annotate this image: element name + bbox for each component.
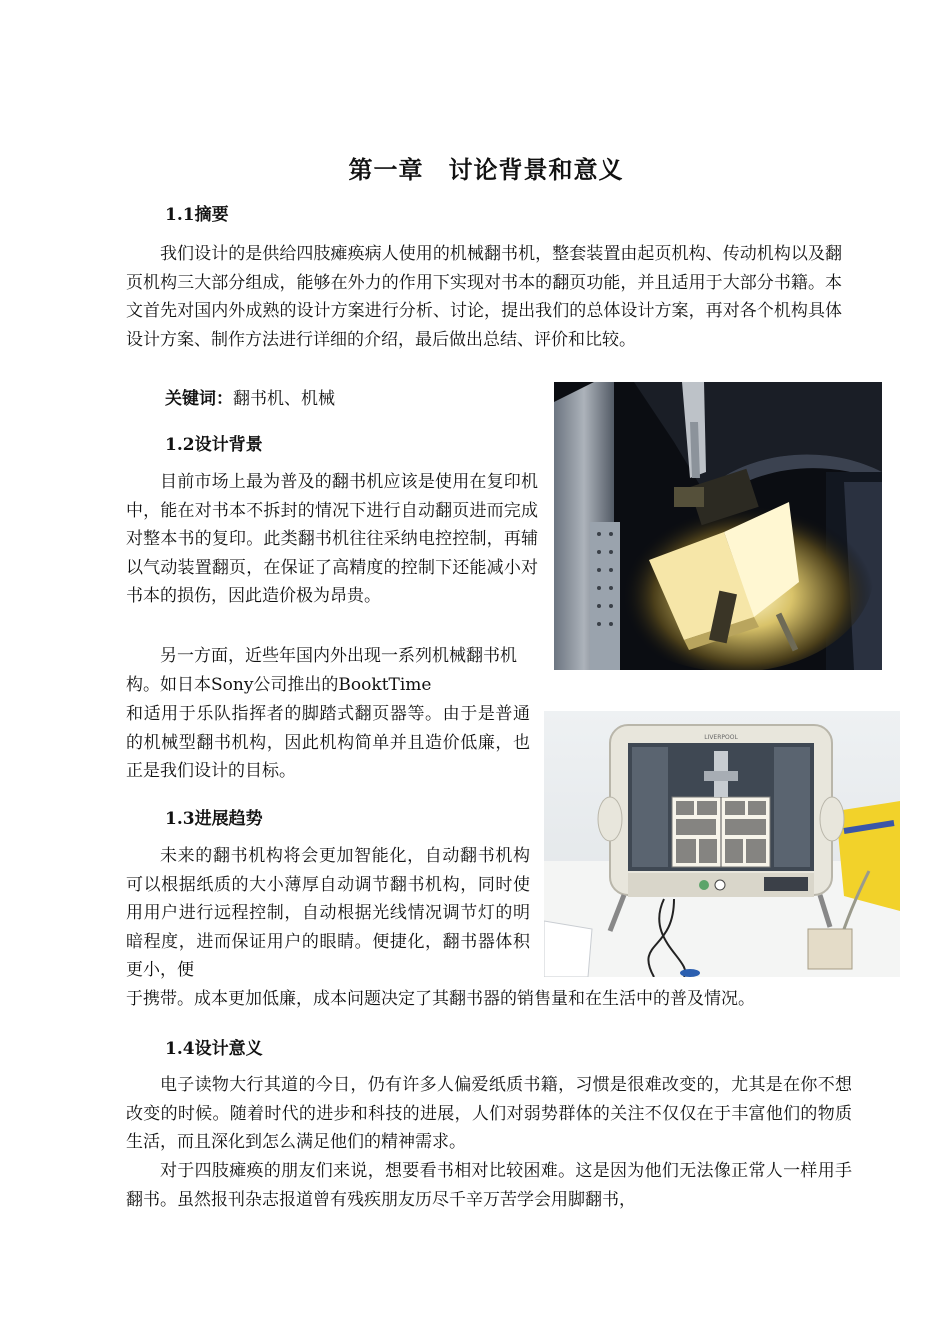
background-paragraph-2b: 和适用于乐队指挥者的脚踏式翻页器等。由于是普通的机械型翻书机构，因此机构简单并且造价低廉，也正是我们设计的目标。 bbox=[126, 704, 530, 781]
chapter-title: 第一章 讨论背景和意义 bbox=[348, 155, 624, 184]
keywords-label: 关键词： bbox=[165, 389, 233, 409]
section-heading-trend: 1.3进展趋势 bbox=[165, 809, 263, 829]
trend-paragraph-end: 于携带。成本更加低廉，成本问题决定了其翻书器的销售量和在生活中的普及情况。 bbox=[126, 989, 755, 1009]
trend-paragraph: 未来的翻书机构将会更加智能化，自动翻书机构可以根据纸质的大小薄厚自动调节翻书机构，同时使用用户进行远程控制，自动根据光线情况调节灯的明暗程度，进而保证用户的眼睛。便捷化，翻书器体积更小，便 bbox=[126, 846, 530, 980]
device-brand-label: LIVERPOOL bbox=[704, 734, 738, 741]
page-turner-illustration bbox=[544, 711, 900, 977]
section-heading-background: 1.2设计背景 bbox=[165, 435, 263, 455]
book-scanner-illustration bbox=[554, 382, 882, 670]
background-paragraph-2a: 另一方面，近些年国内外出现一系列机械翻书机构。如日本Sony公司推出的BooktTime bbox=[126, 646, 517, 695]
keywords-line bbox=[165, 384, 335, 409]
significance-paragraph-2: 对于四肢瘫痪的朋友们来说，想要看书相对比较困难。这是因为他们无法像正常人一样用手翻书。虽然报刊杂志报道曾有残疾朋友历尽千辛万苦学会用脚翻书， bbox=[126, 1161, 852, 1210]
background-paragraph-1: 目前市场上最为普及的翻书机应该是使用在复印机中，能在对书本不拆封的情况下进行自动翻页进而完成对整本书的复印。此类翻书机往往采纳电控控制，再辅以气动装置翻页，在保证了高精度的控制下还能减小对书本的损伤，因此造价极为昂贵。 bbox=[126, 472, 538, 606]
section-heading-abstract: 1.1摘要 bbox=[165, 205, 229, 225]
section-heading-significance: 1.4设计意义 bbox=[165, 1039, 263, 1059]
page-turner-device-photo bbox=[544, 711, 900, 977]
abstract-paragraph: 我们设计的是供给四肢瘫痪病人使用的机械翻书机，整套装置由起页机构、传动机构以及翻页机构三大部分组成，能够在外力的作用下实现对书本的翻页功能，并且适用于大部分书籍。本文首先对国内外成熟的设计方案进行分析、讨论，提出我们的总体设计方案，再对各个机构具体设计方案、制作方法进行详细的介绍，最后做出总结、评价和比较。 bbox=[126, 244, 842, 350]
book-scanner-photo bbox=[554, 382, 882, 670]
significance-paragraph-1: 电子读物大行其道的今日，仍有许多人偏爱纸质书籍，习惯是很难改变的，尤其是在你不想改变的时候。随着时代的进步和科技的进展，人们对弱势群体的关注不仅仅在于丰富他们的物质生活，而且深化到怎么满足他们的精神需求。 bbox=[126, 1075, 852, 1152]
keywords-text: 翻书机、机械 bbox=[233, 389, 335, 409]
